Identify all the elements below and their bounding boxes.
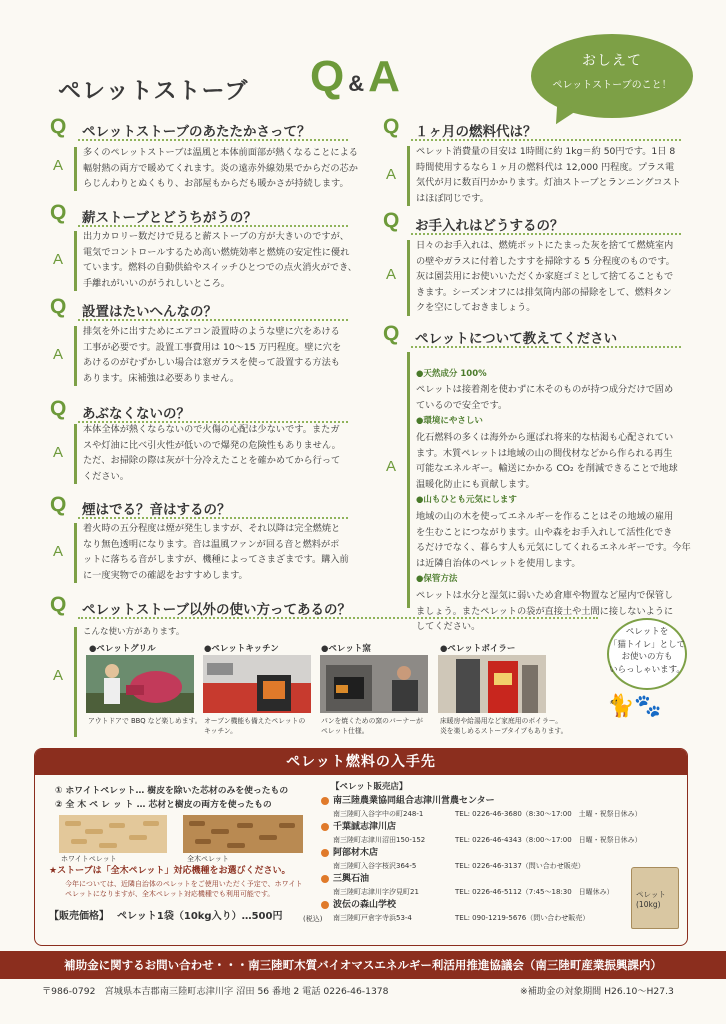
store-name: 三興石油	[333, 874, 370, 884]
question-about-pellets: Q ペレットについて教えてください	[383, 325, 683, 347]
bubble-line1: おしえて	[582, 53, 642, 69]
footer-contact: 補助金に関するお問い合わせ・・・南三陸町木質バイオマスエネルギー利活用推進協議会（南三陸町産業振興課内）	[0, 951, 726, 979]
cat-litter-note: ペレットを 「猫トイレ」として お使いの方も いらっしゃいます。	[607, 618, 687, 690]
use-title-boiler: ●ペレットボイラー	[440, 644, 516, 654]
question-smoke-noise: Q 煙はでる？音はするの？	[50, 496, 350, 518]
question-warmth: Q ペレットストーブのあたたかさって？	[50, 118, 350, 140]
store-address: 南三陸町戸倉字寺浜53-4	[333, 914, 412, 922]
store-address: 南三陸町入谷字桜沢364-5	[333, 862, 417, 870]
use-caption-grill: アウトドアで BBQ など楽しめます。	[88, 717, 202, 725]
question-installation: Q 設置はたいへんなの？	[50, 298, 350, 320]
question-safety: Q あぶなくないの？	[50, 400, 350, 422]
store-item	[321, 795, 681, 821]
answer-safety: A 本体全体が熱くならないので火傷の心配は少ないです。またガ スや灯油に比べ引火性が低いので爆発の危険性もありません。 ただ、お掃除の際は灰が十分冷えたことを確かめてから行って ください。	[50, 422, 370, 486]
white-pellet-def: ① ホワイトペレット… 樹皮を除いた芯材のみを使ったもの	[55, 786, 289, 796]
price-label: 【販売価格】	[49, 911, 109, 922]
boiler-photo	[438, 655, 546, 713]
store-name: 波伝の森山学校	[333, 900, 397, 910]
qa-logo: Q &A	[310, 52, 400, 101]
pellet-info-head: ●山もひとも元気にします	[416, 495, 517, 506]
stove-notice: ★ストーブは「全木ペレット」対応機種をお選びください。	[49, 866, 291, 876]
answer-about-pellets: A ●天然成分 100% ペレットは接着剤を使わずに木そのものが持つ成分だけで固め ているので安全です。 ●環境にやさしい 化石燃料の多くは海外から運ばれ将来的な枯渇も心配されてい ます。木質ペレットは地域の山の間伐材などから作られる再生 可能なエネルギー。輸送にかかる CO₂ を削減できることで地球 温暖化防止にも貢献します。 ●山もひとも元気にします 地域の山の木を使ってエネルギーを作ることはその地域の雇用 を生むことにつながります。山や森をお手入れして活性化でき るだけでなく、暮らす人も元気にしてくれるエネルギーです。今年 は近隣自治体のペレットを使用します。 ●保管方法 ペレットは水分と湿気に弱いため倉庫や物置など屋内で保管し ましょう。またペレットの袋が直接土や土間に接しないように してください。	[383, 350, 703, 608]
answer-installation: A 排気を外に出すためにエアコン設置時のような壁に穴をあける 工事が必要です。設置工事費用は 10～15 万円程度。壁に穴を あけるのがむずかしい場合は窓ガラスを使って設置する方法も あります。床補強は必要ありません。	[50, 324, 370, 388]
grill-photo	[86, 655, 194, 713]
pellet-info-body: ペレットは接着剤を使わずに木そのものが持つ成分だけで固め ているので安全です。	[416, 384, 674, 411]
cat-paw-icon: 🐈🐾	[607, 694, 662, 719]
answer-maintenance: A 日々のお手入れは、燃焼ポットにたまった灰を捨てて燃焼室内 の壁やガラスに付着したすすを掃除する 5 分程度のものです。 灰は園芸用にお使いいただくか家庭ゴミとして捨てることもで きます。シーズンオフには排気筒内部の掃除をして、燃料タン クを空にしておきましょう。	[383, 238, 703, 318]
page-title: ペレットストーブ	[58, 78, 249, 104]
store-tel: TEL: 090-1219-5676（問い合わせ販売）	[455, 914, 590, 922]
white-pellet-label: ホワイトペレット	[61, 855, 117, 863]
store-item	[321, 873, 681, 899]
kitchen-photo	[203, 655, 311, 713]
whole-pellet-photo	[183, 815, 303, 853]
price-tax: (税込)	[303, 915, 323, 923]
pellet-info-body: 化石燃料の多くは海外から運ばれ将来的な枯渇も心配されてい ます。木質ペレットは地域の山の間伐材などから作られる再生 可能なエネルギー。輸送にかかる CO₂ を削減できることで地球 温暖化防止にも貢献します。	[416, 431, 678, 490]
pellet-info-body: ペレットは水分と湿気に弱いため倉庫や物置など屋内で保管し ましょう。またペレットの袋が直接土や土間に接しないように してください。	[416, 589, 674, 633]
answer-fuel-cost: A ペレット消費量の目安は 1時間に約 1kg＝約 50円です。1日 8 時間使用するなら１ヶ月の燃料代は 12,000 円程度。プラス電 気代が月に数百円かかります。灯油ストーブとランニングコスト はほぼ同じです。	[383, 144, 703, 208]
store-tel: TEL: 0226-46-5112（7:45～18:30 日曜休み）	[455, 888, 614, 896]
use-caption-boiler: 床暖房や給湯用など家庭用のボイラー。 炎を楽しめるストーブタイプもあります。	[440, 717, 568, 735]
store-item	[321, 821, 681, 847]
question-other-uses: Q ペレットストーブ以外の使い方ってあるの？	[50, 596, 610, 618]
stores-heading: 【ペレット販売店】	[331, 782, 408, 792]
speech-bubble	[531, 34, 693, 118]
bubble-line2: ペレットストーブのこと！	[552, 80, 672, 91]
footer-address: 〒986-0792 宮城県本吉郡南三陸町志津川字 沼田 56 番地 2 電話 0226-46-1378	[42, 986, 389, 997]
purchase-heading: ペレット燃料の入手先	[35, 749, 687, 775]
pellet-info-head: ●環境にやさしい	[416, 416, 483, 427]
white-pellet-photo	[59, 815, 167, 853]
store-address: 南三陸町志津川字汐見町21	[333, 888, 419, 896]
price-value: ペレット1袋（10kg入り）…500円	[117, 911, 283, 922]
store-address: 南三陸町志津川沼田150-152	[333, 836, 426, 844]
use-caption-kitchen: オーブン機能も備えたペレットの キッチン。	[204, 717, 306, 735]
answer-warmth: A 多くのペレットストーブは温風と本体前面部が熱くなることによる 輻射熱の両方で暖めてくれます。炎の遠赤外線効果でからだの芯か らじんわりとぬくもり、お部屋もからだも暖かさが持続します。	[53, 147, 358, 190]
question-wood-stove: Q 薪ストーブとどうちがうの？	[50, 204, 350, 226]
use-title-kitchen: ●ペレットキッチン	[204, 644, 279, 654]
stove-notice-detail: 今年については、近隣自治体のペレットをご使用いただく予定で、ホワイト ペレットになりますが、全木ペレット対応機種でも利用可能です。	[65, 880, 303, 898]
whole-pellet-label: 全木ペレット	[187, 855, 229, 863]
store-tel: TEL: 0226-46-4343（8:00～17:00 日曜・祝祭日休み）	[455, 836, 642, 844]
store-tel: TEL: 0226-46-3680（8:30～17:00 土曜・祝祭日休み）	[455, 810, 642, 818]
answer-wood-stove: A 出力カロリー数だけで見ると薪ストーブの方が大きいのですが、 電気でコントロールするため高い燃焼効率と燃焼の安定性に優れ ています。燃料の自動供給やスイッチひとつでの点火消火ができ、 手離れがいいのがうれしいところ。	[50, 229, 370, 293]
store-name: 千葉誠志津川店	[333, 822, 397, 832]
oven-photo	[320, 655, 428, 713]
pellet-info-body: 地域の山の木を使ってエネルギーを作ることはその地域の雇用 を生むことにつながります。山や森をお手入れして活性化でき るだけでなく、暮らす人も元気にしてくれるエネルギーです。今年 は近隣自治体のペレットを使用します。	[416, 510, 691, 569]
pellet-info-head: ●保管方法	[416, 574, 458, 585]
answer-smoke-noise: A 着火時の五分程度は煙が発生しますが、それ以降は完全燃焼と なり無色透明になります。音は温風ファンが回る音と燃料がポ ットに落ちる音がしますが、機種によってさまざまです。購入前 に一度実物での確認をおすすめします。	[50, 521, 370, 585]
store-name: 阿部材木店	[333, 848, 379, 858]
pellet-info-head: ●天然成分 100%	[416, 368, 487, 379]
footer-period: ※補助金の対象期間 H26.10～H27.3	[520, 986, 674, 997]
store-tel: TEL: 0226-46-3137（問い合わせ販売）	[455, 862, 585, 870]
use-caption-oven: パンを焼くための窯のバーナーが ペレット仕様。	[321, 717, 423, 735]
use-title-grill: ●ペレットグリル	[89, 644, 156, 654]
use-title-oven: ●ペレット窯	[321, 644, 371, 654]
store-item	[321, 899, 681, 925]
store-item	[321, 847, 681, 873]
whole-pellet-def: ② 全 木 ペ レ ッ ト … 芯材と樹皮の両方を使ったもの	[55, 800, 272, 810]
pellet-bag-icon: ペレット (10kg)	[631, 867, 679, 929]
question-maintenance: Q お手入れはどうするの？	[383, 212, 683, 234]
question-fuel-cost: Q １ヶ月の燃料代は？	[383, 118, 683, 140]
answer-other-uses: A こんな使い方があります。	[50, 625, 610, 737]
store-name: 南三陸農業協同組合志津川営農センター	[333, 796, 495, 806]
store-address: 南三陸町入谷字中の町248-1	[333, 810, 424, 818]
uses-intro: こんな使い方があります。	[83, 627, 185, 637]
purchase-box	[34, 748, 688, 946]
